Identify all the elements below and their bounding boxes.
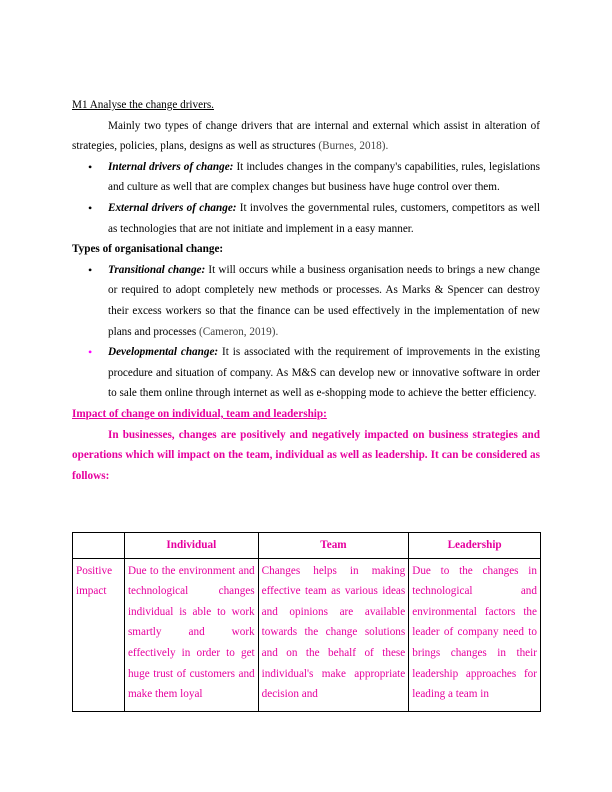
citation: (Cameron, 2019). [196, 325, 279, 338]
list-item: • Developmental change: It is associated with the requirement of improvements in the existing procedure and situation of company. As M&S can develop new or innovative software in order to sale them online through internet as well as e-shopping mode to achieve the better efficiency. [72, 342, 540, 404]
change-drivers-list [72, 157, 540, 239]
table-header-row [73, 533, 541, 559]
cell-team: Changes helps in making effective team as various ideas and opinions are available towards the change solutions and on the behalf of these individual's make appropriate decision and [258, 558, 409, 711]
table-header-blank [73, 533, 125, 559]
section-heading-types-of-change: Types of organisational change: [72, 243, 224, 256]
table-row [73, 558, 541, 711]
impact-intro: In businesses, changes are positively and negatively impacted on business strategies and operations which will impact on the team, individual as well as leadership. It can be considered as follows: [72, 428, 540, 482]
document-body [72, 95, 540, 486]
table-header-leadership: Leadership [409, 533, 541, 559]
bullet-icon: • [88, 262, 93, 277]
bullet-icon: • [88, 200, 93, 215]
change-drivers-intro: Mainly two types of change drivers that are internal and external which assist in alteration of strategies, policies, plans, designs as well as structures (Burnes, 2018). [72, 119, 540, 153]
impact-table [72, 532, 541, 712]
table-header-individual: Individual [124, 533, 258, 559]
list-item: • Transitional change: It will occurs while a business organisation needs to brings a new change or required to adopt completely new methods or processes. As Marks & Spencer can destroy their excess workers so that the finance can be used effectively in the implementation of new plans and processes (Cameron, 2019). [72, 260, 540, 342]
bullet-icon: • [88, 345, 93, 360]
row-label: Positive impact [73, 558, 125, 711]
citation: (Burnes, 2018). [318, 140, 389, 153]
cell-individual: Due to the environment and technological changes individual is able to work smartly and work effectively in order to get huge trust of customers and make them loyal [124, 558, 258, 711]
cell-leadership: Due to the changes in technological and environmental factors the leader of company need to brings changes in their leadership approaches for leading a team in [409, 558, 541, 711]
section-heading-change-drivers: M1 Analyse the change drivers. [72, 99, 214, 111]
list-item: • External drivers of change: It involves the governmental rules, customers, competitors as well as technologies that are not initiate and implement in a easy manner. [72, 198, 540, 239]
section-heading-impact: Impact of change on individual, team and leadership: [72, 407, 327, 420]
bullet-icon: • [88, 159, 93, 174]
table-header-team: Team [258, 533, 409, 559]
list-item: • Internal drivers of change: It includes changes in the company's capabilities, rules, legislations and culture as well that are complex changes but business have huge control over them. [72, 157, 540, 198]
types-of-change-list [72, 260, 540, 404]
